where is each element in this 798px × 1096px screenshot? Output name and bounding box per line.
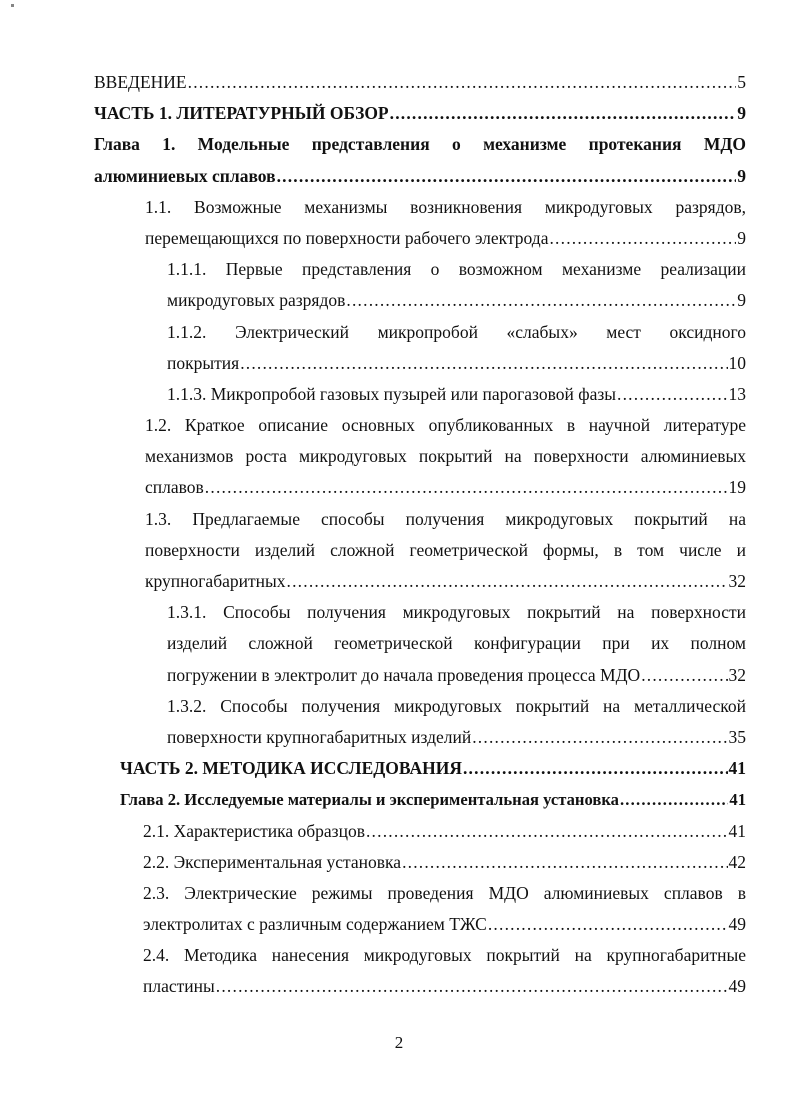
dot-leader — [240, 348, 727, 379]
toc-page-number: 9 — [737, 290, 746, 311]
toc-entry-title-line: поверхности изделий сложной геометрической формы, в том числе и — [145, 539, 746, 560]
toc-entry-title: ВВЕДЕНИЕ — [94, 72, 187, 92]
toc-entry-chapter-2[interactable] — [120, 784, 746, 815]
toc-entry-title-line: пластины — [143, 976, 215, 997]
dot-leader — [287, 566, 728, 597]
toc-entry-title-line: погружении в электролит до начала проведения процесса МДО — [167, 664, 641, 685]
dot-leader — [390, 98, 737, 129]
toc-entry-title-line: 1.1.1. Первые представления о возможном механизме реализации — [167, 259, 746, 280]
toc-page-number: 32 — [728, 664, 746, 685]
table-of-contents — [0, 67, 798, 1003]
toc-entry-title: ЧАСТЬ 1. ЛИТЕРАТУРНЫЙ ОБЗОР — [94, 103, 389, 124]
toc-entry-section-1-1[interactable] — [0, 192, 746, 254]
toc-entry-title-line: 2.4. Методика нанесения микродуговых покрытий на крупногабаритные — [143, 945, 746, 966]
toc-page-number: 19 — [728, 477, 746, 498]
toc-page-number: 42 — [728, 851, 746, 872]
toc-entry-title-line: микродуговых разрядов — [167, 290, 346, 311]
toc-page-number: 35 — [728, 726, 746, 747]
toc-page-number: 10 — [728, 352, 746, 373]
toc-entry-title: 1.1.3. Микропробой газовых пузырей или парогазовой фазы — [167, 383, 617, 404]
toc-entry-part-2[interactable] — [120, 753, 746, 784]
toc-entry-title: Глава 2. Исследуемые материалы и экспериментальная установка — [120, 790, 619, 810]
toc-entry-introduction[interactable] — [94, 67, 746, 98]
toc-entry-title: 2.1. Характеристика образцов — [143, 820, 365, 841]
dot-leader — [277, 161, 737, 192]
toc-entry-section-1-3-2[interactable] — [0, 691, 746, 753]
toc-entry-title-line: электролитах с различным содержанием ТЖС — [143, 914, 487, 935]
toc-page-number: 41 — [728, 758, 746, 779]
dot-leader — [620, 784, 728, 815]
dot-leader — [617, 379, 727, 410]
toc-entry-title-line: изделий сложной геометрической конфигурации при их полном — [167, 633, 746, 654]
toc-entry-section-1-2[interactable] — [0, 410, 746, 504]
toc-entry-section-2-2[interactable] — [143, 847, 746, 878]
toc-page-number: 9 — [737, 103, 746, 124]
toc-entry-title-line: 1.3. Предлагаемые способы получения микродуговых покрытий на — [145, 508, 746, 529]
toc-page-number: 41 — [729, 790, 746, 810]
toc-entry-section-1-3[interactable] — [0, 504, 746, 598]
toc-page-number: 9 — [737, 227, 746, 248]
toc-entry-title-line: Глава 1. Модельные представления о механизме протекания МДО — [94, 134, 746, 155]
toc-entry-part-1[interactable] — [94, 98, 746, 129]
toc-entry-section-1-1-2[interactable] — [0, 317, 746, 379]
toc-page-number: 41 — [728, 820, 746, 841]
dot-leader — [366, 816, 728, 847]
toc-entry-title-line: 1.3.2. Способы получения микродуговых покрытий на металлической — [167, 695, 746, 716]
toc-entry-title-line: поверхности крупногабаритных изделий — [167, 726, 472, 747]
dot-leader — [402, 847, 727, 878]
toc-entry-section-2-3[interactable] — [143, 878, 746, 940]
toc-page-number: 13 — [728, 383, 746, 404]
toc-page-number: 9 — [737, 165, 746, 186]
toc-entry-chapter-1[interactable] — [94, 129, 746, 191]
dot-leader — [641, 660, 727, 691]
dot-leader — [188, 67, 737, 98]
toc-entry-title-line: 1.2. Краткое описание основных опубликованных в научной литературе — [145, 415, 746, 436]
toc-entry-title-line: перемещающихся по поверхности рабочего электрода — [145, 227, 549, 248]
toc-entry-title-line: алюминиевых сплавов — [94, 165, 276, 186]
toc-entry-title-line: покрытия — [167, 352, 240, 373]
toc-entry-section-1-1-1[interactable] — [0, 254, 746, 316]
toc-entry-title-line: 1.1. Возможные механизмы возникновения микродуговых разрядов, — [145, 196, 746, 217]
toc-page-number: 5 — [737, 72, 746, 92]
toc-entry-title-line: крупногабаритных — [145, 571, 286, 591]
toc-entry-section-1-1-3[interactable] — [0, 379, 746, 410]
toc-entry-title-line: сплавов — [145, 477, 204, 498]
toc-entry-title-line: 2.3. Электрические режимы проведения МДО алюминиевых сплавов в — [143, 882, 746, 903]
toc-entry-title-line: 1.3.1. Способы получения микродуговых покрытий на поверхности — [167, 602, 746, 623]
scan-artifact — [11, 4, 14, 7]
toc-entry-title: ЧАСТЬ 2. МЕТОДИКА ИССЛЕДОВАНИЯ — [120, 758, 462, 779]
toc-entry-title-line: механизмов роста микродуговых покрытий на поверхности алюминиевых — [145, 446, 746, 467]
toc-entry-section-1-3-1[interactable] — [0, 597, 746, 691]
toc-entry-title-line: 1.1.2. Электрический микропробой «слабых» мест оксидного — [167, 321, 746, 342]
toc-entry-section-2-1[interactable] — [143, 816, 746, 847]
dot-leader — [488, 909, 728, 940]
dot-leader — [549, 223, 736, 254]
toc-entry-title: 2.2. Экспериментальная установка — [143, 851, 402, 872]
dot-leader — [472, 722, 727, 753]
dot-leader — [463, 753, 728, 784]
dot-leader — [346, 285, 736, 316]
toc-page-number: 32 — [728, 571, 746, 591]
page-number: 2 — [394, 1033, 404, 1052]
dot-leader — [216, 971, 728, 1002]
toc-page-number: 49 — [728, 976, 746, 997]
toc-page-number: 49 — [728, 914, 746, 935]
dot-leader — [205, 472, 728, 503]
toc-entry-section-2-4[interactable] — [143, 940, 746, 1002]
